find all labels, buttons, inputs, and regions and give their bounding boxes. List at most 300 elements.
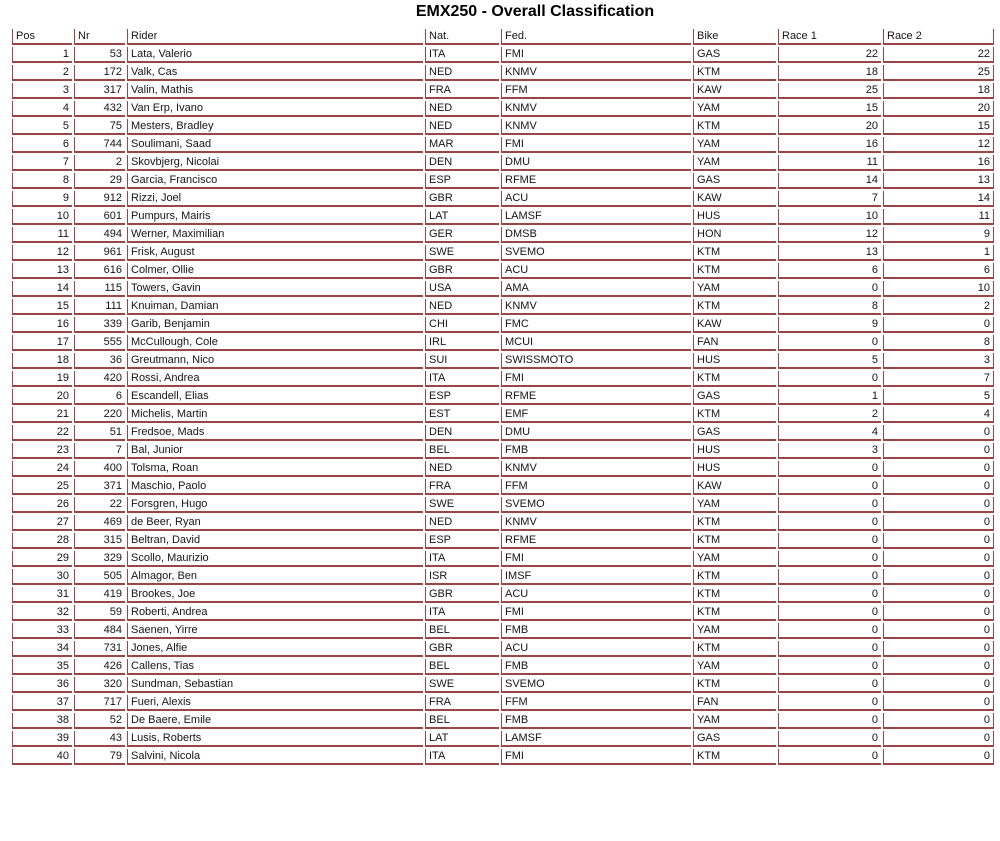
cell-nat: ESP xyxy=(425,533,499,549)
cell-pos: 2 xyxy=(12,65,72,81)
cell-fed: FMI xyxy=(501,605,691,621)
cell-pos: 8 xyxy=(12,173,72,189)
table-row xyxy=(12,461,994,477)
cell-nr: 315 xyxy=(74,533,125,549)
cell-pos: 38 xyxy=(12,713,72,729)
cell-nat: SWE xyxy=(425,497,499,513)
table-row xyxy=(12,623,994,639)
cell-race1: 18 xyxy=(778,65,881,81)
cell-race2: 0 xyxy=(883,443,994,459)
cell-race2: 16 xyxy=(883,155,994,171)
cell-race1: 0 xyxy=(778,497,881,513)
results-page xyxy=(0,3,1000,767)
table-row xyxy=(12,119,994,135)
table-row xyxy=(12,569,994,585)
cell-pos: 17 xyxy=(12,335,72,351)
cell-rider: de Beer, Ryan xyxy=(127,515,423,531)
cell-pos: 21 xyxy=(12,407,72,423)
cell-bike: HUS xyxy=(693,353,776,369)
cell-fed: FFM xyxy=(501,695,691,711)
cell-nr: 111 xyxy=(74,299,125,315)
table-row xyxy=(12,155,994,171)
cell-fed: KNMV xyxy=(501,461,691,477)
table-row xyxy=(12,641,994,657)
cell-nat: SWE xyxy=(425,245,499,261)
cell-nat: EST xyxy=(425,407,499,423)
cell-race1: 0 xyxy=(778,335,881,351)
table-row xyxy=(12,101,994,117)
cell-race1: 9 xyxy=(778,317,881,333)
table-row xyxy=(12,515,994,531)
table-body xyxy=(12,47,994,765)
cell-bike: KTM xyxy=(693,299,776,315)
cell-race1: 0 xyxy=(778,569,881,585)
cell-race2: 25 xyxy=(883,65,994,81)
table-row xyxy=(12,443,994,459)
cell-rider: Werner, Maximilian xyxy=(127,227,423,243)
cell-pos: 6 xyxy=(12,137,72,153)
cell-nat: DEN xyxy=(425,155,499,171)
cell-nr: 426 xyxy=(74,659,125,675)
cell-nat: NED xyxy=(425,461,499,477)
cell-race2: 0 xyxy=(883,515,994,531)
table-row xyxy=(12,605,994,621)
cell-nr: 469 xyxy=(74,515,125,531)
cell-nr: 75 xyxy=(74,119,125,135)
cell-nr: 2 xyxy=(74,155,125,171)
table-row xyxy=(12,173,994,189)
cell-race1: 0 xyxy=(778,515,881,531)
cell-race1: 0 xyxy=(778,659,881,675)
cell-fed: FMB xyxy=(501,623,691,639)
cell-rider: Lata, Valerio xyxy=(127,47,423,63)
cell-race1: 20 xyxy=(778,119,881,135)
cell-race2: 13 xyxy=(883,173,994,189)
cell-nat: ITA xyxy=(425,47,499,63)
cell-race2: 1 xyxy=(883,245,994,261)
table-row xyxy=(12,533,994,549)
cell-pos: 15 xyxy=(12,299,72,315)
cell-nr: 220 xyxy=(74,407,125,423)
cell-bike: KAW xyxy=(693,317,776,333)
cell-rider: Callens, Tias xyxy=(127,659,423,675)
table-row xyxy=(12,587,994,603)
cell-nr: 505 xyxy=(74,569,125,585)
cell-pos: 32 xyxy=(12,605,72,621)
table-row xyxy=(12,695,994,711)
cell-rider: Knuiman, Damian xyxy=(127,299,423,315)
cell-rider: Skovbjerg, Nicolai xyxy=(127,155,423,171)
cell-fed: ACU xyxy=(501,587,691,603)
cell-pos: 9 xyxy=(12,191,72,207)
cell-nr: 52 xyxy=(74,713,125,729)
cell-bike: HON xyxy=(693,227,776,243)
cell-nr: 329 xyxy=(74,551,125,567)
cell-nat: LAT xyxy=(425,731,499,747)
cell-nat: LAT xyxy=(425,209,499,225)
cell-bike: GAS xyxy=(693,47,776,63)
cell-race2: 0 xyxy=(883,749,994,765)
cell-nat: ESP xyxy=(425,173,499,189)
cell-pos: 35 xyxy=(12,659,72,675)
cell-fed: KNMV xyxy=(501,65,691,81)
cell-pos: 34 xyxy=(12,641,72,657)
cell-race2: 0 xyxy=(883,569,994,585)
cell-nat: GBR xyxy=(425,587,499,603)
cell-race1: 15 xyxy=(778,101,881,117)
cell-bike: YAM xyxy=(693,713,776,729)
cell-race2: 0 xyxy=(883,425,994,441)
cell-fed: RFME xyxy=(501,173,691,189)
cell-bike: KTM xyxy=(693,119,776,135)
cell-bike: KTM xyxy=(693,749,776,765)
table-row xyxy=(12,749,994,765)
cell-rider: Maschio, Paolo xyxy=(127,479,423,495)
cell-race1: 0 xyxy=(778,749,881,765)
cell-nr: 172 xyxy=(74,65,125,81)
table-row xyxy=(12,407,994,423)
cell-fed: FFM xyxy=(501,479,691,495)
cell-rider: Scollo, Maurizio xyxy=(127,551,423,567)
cell-rider: Forsgren, Hugo xyxy=(127,497,423,513)
cell-nr: 371 xyxy=(74,479,125,495)
cell-race1: 13 xyxy=(778,245,881,261)
cell-bike: KTM xyxy=(693,371,776,387)
cell-fed: IMSF xyxy=(501,569,691,585)
cell-nat: BEL xyxy=(425,713,499,729)
cell-pos: 40 xyxy=(12,749,72,765)
classification-table xyxy=(10,27,996,767)
cell-nat: FRA xyxy=(425,695,499,711)
cell-nr: 7 xyxy=(74,443,125,459)
col-header-rider: Rider xyxy=(127,29,423,45)
cell-nr: 59 xyxy=(74,605,125,621)
cell-nr: 717 xyxy=(74,695,125,711)
cell-pos: 20 xyxy=(12,389,72,405)
cell-pos: 4 xyxy=(12,101,72,117)
cell-nr: 420 xyxy=(74,371,125,387)
cell-nat: NED xyxy=(425,515,499,531)
cell-nr: 555 xyxy=(74,335,125,351)
col-header-race1: Race 1 xyxy=(778,29,881,45)
cell-rider: Colmer, Ollie xyxy=(127,263,423,279)
cell-nr: 961 xyxy=(74,245,125,261)
cell-nat: NED xyxy=(425,299,499,315)
cell-nat: SUI xyxy=(425,353,499,369)
cell-pos: 10 xyxy=(12,209,72,225)
header-row xyxy=(12,29,994,45)
cell-nr: 22 xyxy=(74,497,125,513)
col-header-pos: Pos xyxy=(12,29,72,45)
cell-fed: ACU xyxy=(501,191,691,207)
cell-nr: 484 xyxy=(74,623,125,639)
cell-fed: FMB xyxy=(501,713,691,729)
cell-pos: 5 xyxy=(12,119,72,135)
cell-nr: 29 xyxy=(74,173,125,189)
cell-race1: 0 xyxy=(778,731,881,747)
cell-race2: 7 xyxy=(883,371,994,387)
cell-rider: Rossi, Andrea xyxy=(127,371,423,387)
cell-nat: CHI xyxy=(425,317,499,333)
cell-fed: FMI xyxy=(501,137,691,153)
cell-race2: 11 xyxy=(883,209,994,225)
cell-nr: 339 xyxy=(74,317,125,333)
cell-rider: Van Erp, Ivano xyxy=(127,101,423,117)
cell-nat: ITA xyxy=(425,605,499,621)
cell-race2: 0 xyxy=(883,497,994,513)
cell-race1: 12 xyxy=(778,227,881,243)
cell-rider: Jones, Alfie xyxy=(127,641,423,657)
cell-rider: Soulimani, Saad xyxy=(127,137,423,153)
cell-bike: YAM xyxy=(693,623,776,639)
cell-nat: BEL xyxy=(425,623,499,639)
cell-fed: SWISSMOTO xyxy=(501,353,691,369)
table-row xyxy=(12,353,994,369)
cell-race2: 5 xyxy=(883,389,994,405)
cell-bike: KAW xyxy=(693,479,776,495)
cell-bike: YAM xyxy=(693,281,776,297)
cell-bike: KAW xyxy=(693,191,776,207)
cell-rider: De Baere, Emile xyxy=(127,713,423,729)
cell-pos: 27 xyxy=(12,515,72,531)
table-row xyxy=(12,299,994,315)
cell-race2: 22 xyxy=(883,47,994,63)
cell-race1: 1 xyxy=(778,389,881,405)
page-title: EMX250 - Overall Classification xyxy=(415,3,655,20)
table-row xyxy=(12,317,994,333)
cell-rider: Valk, Cas xyxy=(127,65,423,81)
cell-race2: 0 xyxy=(883,551,994,567)
col-header-nat: Nat. xyxy=(425,29,499,45)
cell-fed: LAMSF xyxy=(501,731,691,747)
cell-nat: ITA xyxy=(425,551,499,567)
cell-race2: 0 xyxy=(883,479,994,495)
cell-race1: 0 xyxy=(778,623,881,639)
cell-race1: 0 xyxy=(778,479,881,495)
cell-bike: GAS xyxy=(693,731,776,747)
cell-nat: NED xyxy=(425,65,499,81)
table-row xyxy=(12,389,994,405)
cell-rider: Garib, Benjamin xyxy=(127,317,423,333)
cell-rider: Rizzi, Joel xyxy=(127,191,423,207)
cell-nat: GBR xyxy=(425,263,499,279)
cell-pos: 3 xyxy=(12,83,72,99)
cell-pos: 19 xyxy=(12,371,72,387)
cell-fed: ACU xyxy=(501,641,691,657)
cell-bike: KTM xyxy=(693,407,776,423)
col-header-bike: Bike xyxy=(693,29,776,45)
cell-race2: 15 xyxy=(883,119,994,135)
cell-race2: 0 xyxy=(883,623,994,639)
cell-race1: 0 xyxy=(778,605,881,621)
cell-fed: MCUI xyxy=(501,335,691,351)
cell-rider: Fredsoe, Mads xyxy=(127,425,423,441)
cell-rider: Almagor, Ben xyxy=(127,569,423,585)
cell-nat: ITA xyxy=(425,371,499,387)
table-row xyxy=(12,731,994,747)
cell-bike: KTM xyxy=(693,569,776,585)
cell-fed: KNMV xyxy=(501,101,691,117)
cell-race1: 0 xyxy=(778,695,881,711)
cell-rider: Garcia, Francisco xyxy=(127,173,423,189)
table-row xyxy=(12,65,994,81)
cell-rider: Escandell, Elias xyxy=(127,389,423,405)
cell-race2: 8 xyxy=(883,335,994,351)
cell-bike: YAM xyxy=(693,155,776,171)
cell-rider: Bal, Junior xyxy=(127,443,423,459)
cell-bike: HUS xyxy=(693,443,776,459)
cell-nat: SWE xyxy=(425,677,499,693)
cell-bike: FAN xyxy=(693,335,776,351)
table-row xyxy=(12,497,994,513)
cell-race2: 0 xyxy=(883,713,994,729)
cell-pos: 25 xyxy=(12,479,72,495)
cell-fed: FMB xyxy=(501,443,691,459)
cell-nat: ESP xyxy=(425,389,499,405)
table-row xyxy=(12,83,994,99)
cell-rider: McCullough, Cole xyxy=(127,335,423,351)
cell-race2: 18 xyxy=(883,83,994,99)
cell-bike: KTM xyxy=(693,587,776,603)
cell-fed: SVEMO xyxy=(501,245,691,261)
cell-nat: FRA xyxy=(425,479,499,495)
cell-race1: 16 xyxy=(778,137,881,153)
cell-fed: LAMSF xyxy=(501,209,691,225)
cell-pos: 24 xyxy=(12,461,72,477)
cell-nat: USA xyxy=(425,281,499,297)
cell-nr: 320 xyxy=(74,677,125,693)
cell-race1: 22 xyxy=(778,47,881,63)
cell-nr: 494 xyxy=(74,227,125,243)
cell-nat: IRL xyxy=(425,335,499,351)
cell-race2: 2 xyxy=(883,299,994,315)
cell-rider: Beltran, David xyxy=(127,533,423,549)
table-row xyxy=(12,335,994,351)
cell-nat: GBR xyxy=(425,641,499,657)
cell-nr: 115 xyxy=(74,281,125,297)
cell-pos: 7 xyxy=(12,155,72,171)
cell-race1: 0 xyxy=(778,461,881,477)
cell-fed: AMA xyxy=(501,281,691,297)
cell-pos: 13 xyxy=(12,263,72,279)
table-row xyxy=(12,227,994,243)
cell-race1: 6 xyxy=(778,263,881,279)
cell-bike: GAS xyxy=(693,389,776,405)
cell-nr: 432 xyxy=(74,101,125,117)
cell-race2: 14 xyxy=(883,191,994,207)
cell-race1: 14 xyxy=(778,173,881,189)
cell-bike: YAM xyxy=(693,101,776,117)
cell-fed: DMU xyxy=(501,155,691,171)
table-row xyxy=(12,137,994,153)
cell-race1: 0 xyxy=(778,641,881,657)
cell-race2: 0 xyxy=(883,587,994,603)
cell-fed: FMC xyxy=(501,317,691,333)
cell-fed: DMU xyxy=(501,425,691,441)
table-row xyxy=(12,281,994,297)
cell-fed: SVEMO xyxy=(501,497,691,513)
cell-nr: 79 xyxy=(74,749,125,765)
cell-pos: 30 xyxy=(12,569,72,585)
table-row xyxy=(12,209,994,225)
cell-nat: ISR xyxy=(425,569,499,585)
cell-bike: KTM xyxy=(693,65,776,81)
cell-nr: 601 xyxy=(74,209,125,225)
cell-nat: GBR xyxy=(425,191,499,207)
cell-race1: 0 xyxy=(778,533,881,549)
cell-race2: 3 xyxy=(883,353,994,369)
cell-race1: 0 xyxy=(778,551,881,567)
cell-race1: 25 xyxy=(778,83,881,99)
cell-fed: FMI xyxy=(501,551,691,567)
cell-race1: 7 xyxy=(778,191,881,207)
cell-bike: KTM xyxy=(693,677,776,693)
table-row xyxy=(12,713,994,729)
cell-bike: KTM xyxy=(693,641,776,657)
cell-nr: 744 xyxy=(74,137,125,153)
cell-bike: YAM xyxy=(693,551,776,567)
cell-rider: Salvini, Nicola xyxy=(127,749,423,765)
cell-race1: 0 xyxy=(778,371,881,387)
cell-bike: KTM xyxy=(693,515,776,531)
cell-race1: 11 xyxy=(778,155,881,171)
cell-pos: 23 xyxy=(12,443,72,459)
cell-fed: ACU xyxy=(501,263,691,279)
cell-race2: 4 xyxy=(883,407,994,423)
cell-pos: 28 xyxy=(12,533,72,549)
cell-race2: 6 xyxy=(883,263,994,279)
cell-race2: 0 xyxy=(883,695,994,711)
cell-race1: 8 xyxy=(778,299,881,315)
cell-pos: 33 xyxy=(12,623,72,639)
cell-nat: FRA xyxy=(425,83,499,99)
cell-pos: 26 xyxy=(12,497,72,513)
cell-bike: GAS xyxy=(693,173,776,189)
cell-rider: Brookes, Joe xyxy=(127,587,423,603)
cell-fed: FMI xyxy=(501,371,691,387)
cell-nat: DEN xyxy=(425,425,499,441)
cell-race2: 0 xyxy=(883,533,994,549)
cell-rider: Towers, Gavin xyxy=(127,281,423,297)
cell-fed: SVEMO xyxy=(501,677,691,693)
cell-race1: 5 xyxy=(778,353,881,369)
cell-race1: 0 xyxy=(778,281,881,297)
table-row xyxy=(12,425,994,441)
cell-bike: HUS xyxy=(693,209,776,225)
cell-nr: 912 xyxy=(74,191,125,207)
cell-fed: KNMV xyxy=(501,119,691,135)
cell-nat: BEL xyxy=(425,443,499,459)
col-header-fed: Fed. xyxy=(501,29,691,45)
cell-race1: 0 xyxy=(778,713,881,729)
cell-rider: Mesters, Bradley xyxy=(127,119,423,135)
cell-race1: 0 xyxy=(778,677,881,693)
cell-pos: 18 xyxy=(12,353,72,369)
table-row xyxy=(12,47,994,63)
cell-nr: 51 xyxy=(74,425,125,441)
cell-nat: GER xyxy=(425,227,499,243)
cell-rider: Michelis, Martin xyxy=(127,407,423,423)
cell-rider: Sundman, Sebastian xyxy=(127,677,423,693)
cell-pos: 16 xyxy=(12,317,72,333)
table-row xyxy=(12,263,994,279)
col-header-race2: Race 2 xyxy=(883,29,994,45)
cell-nr: 6 xyxy=(74,389,125,405)
cell-bike: YAM xyxy=(693,497,776,513)
cell-race2: 0 xyxy=(883,731,994,747)
col-header-nr: Nr xyxy=(74,29,125,45)
cell-race1: 4 xyxy=(778,425,881,441)
